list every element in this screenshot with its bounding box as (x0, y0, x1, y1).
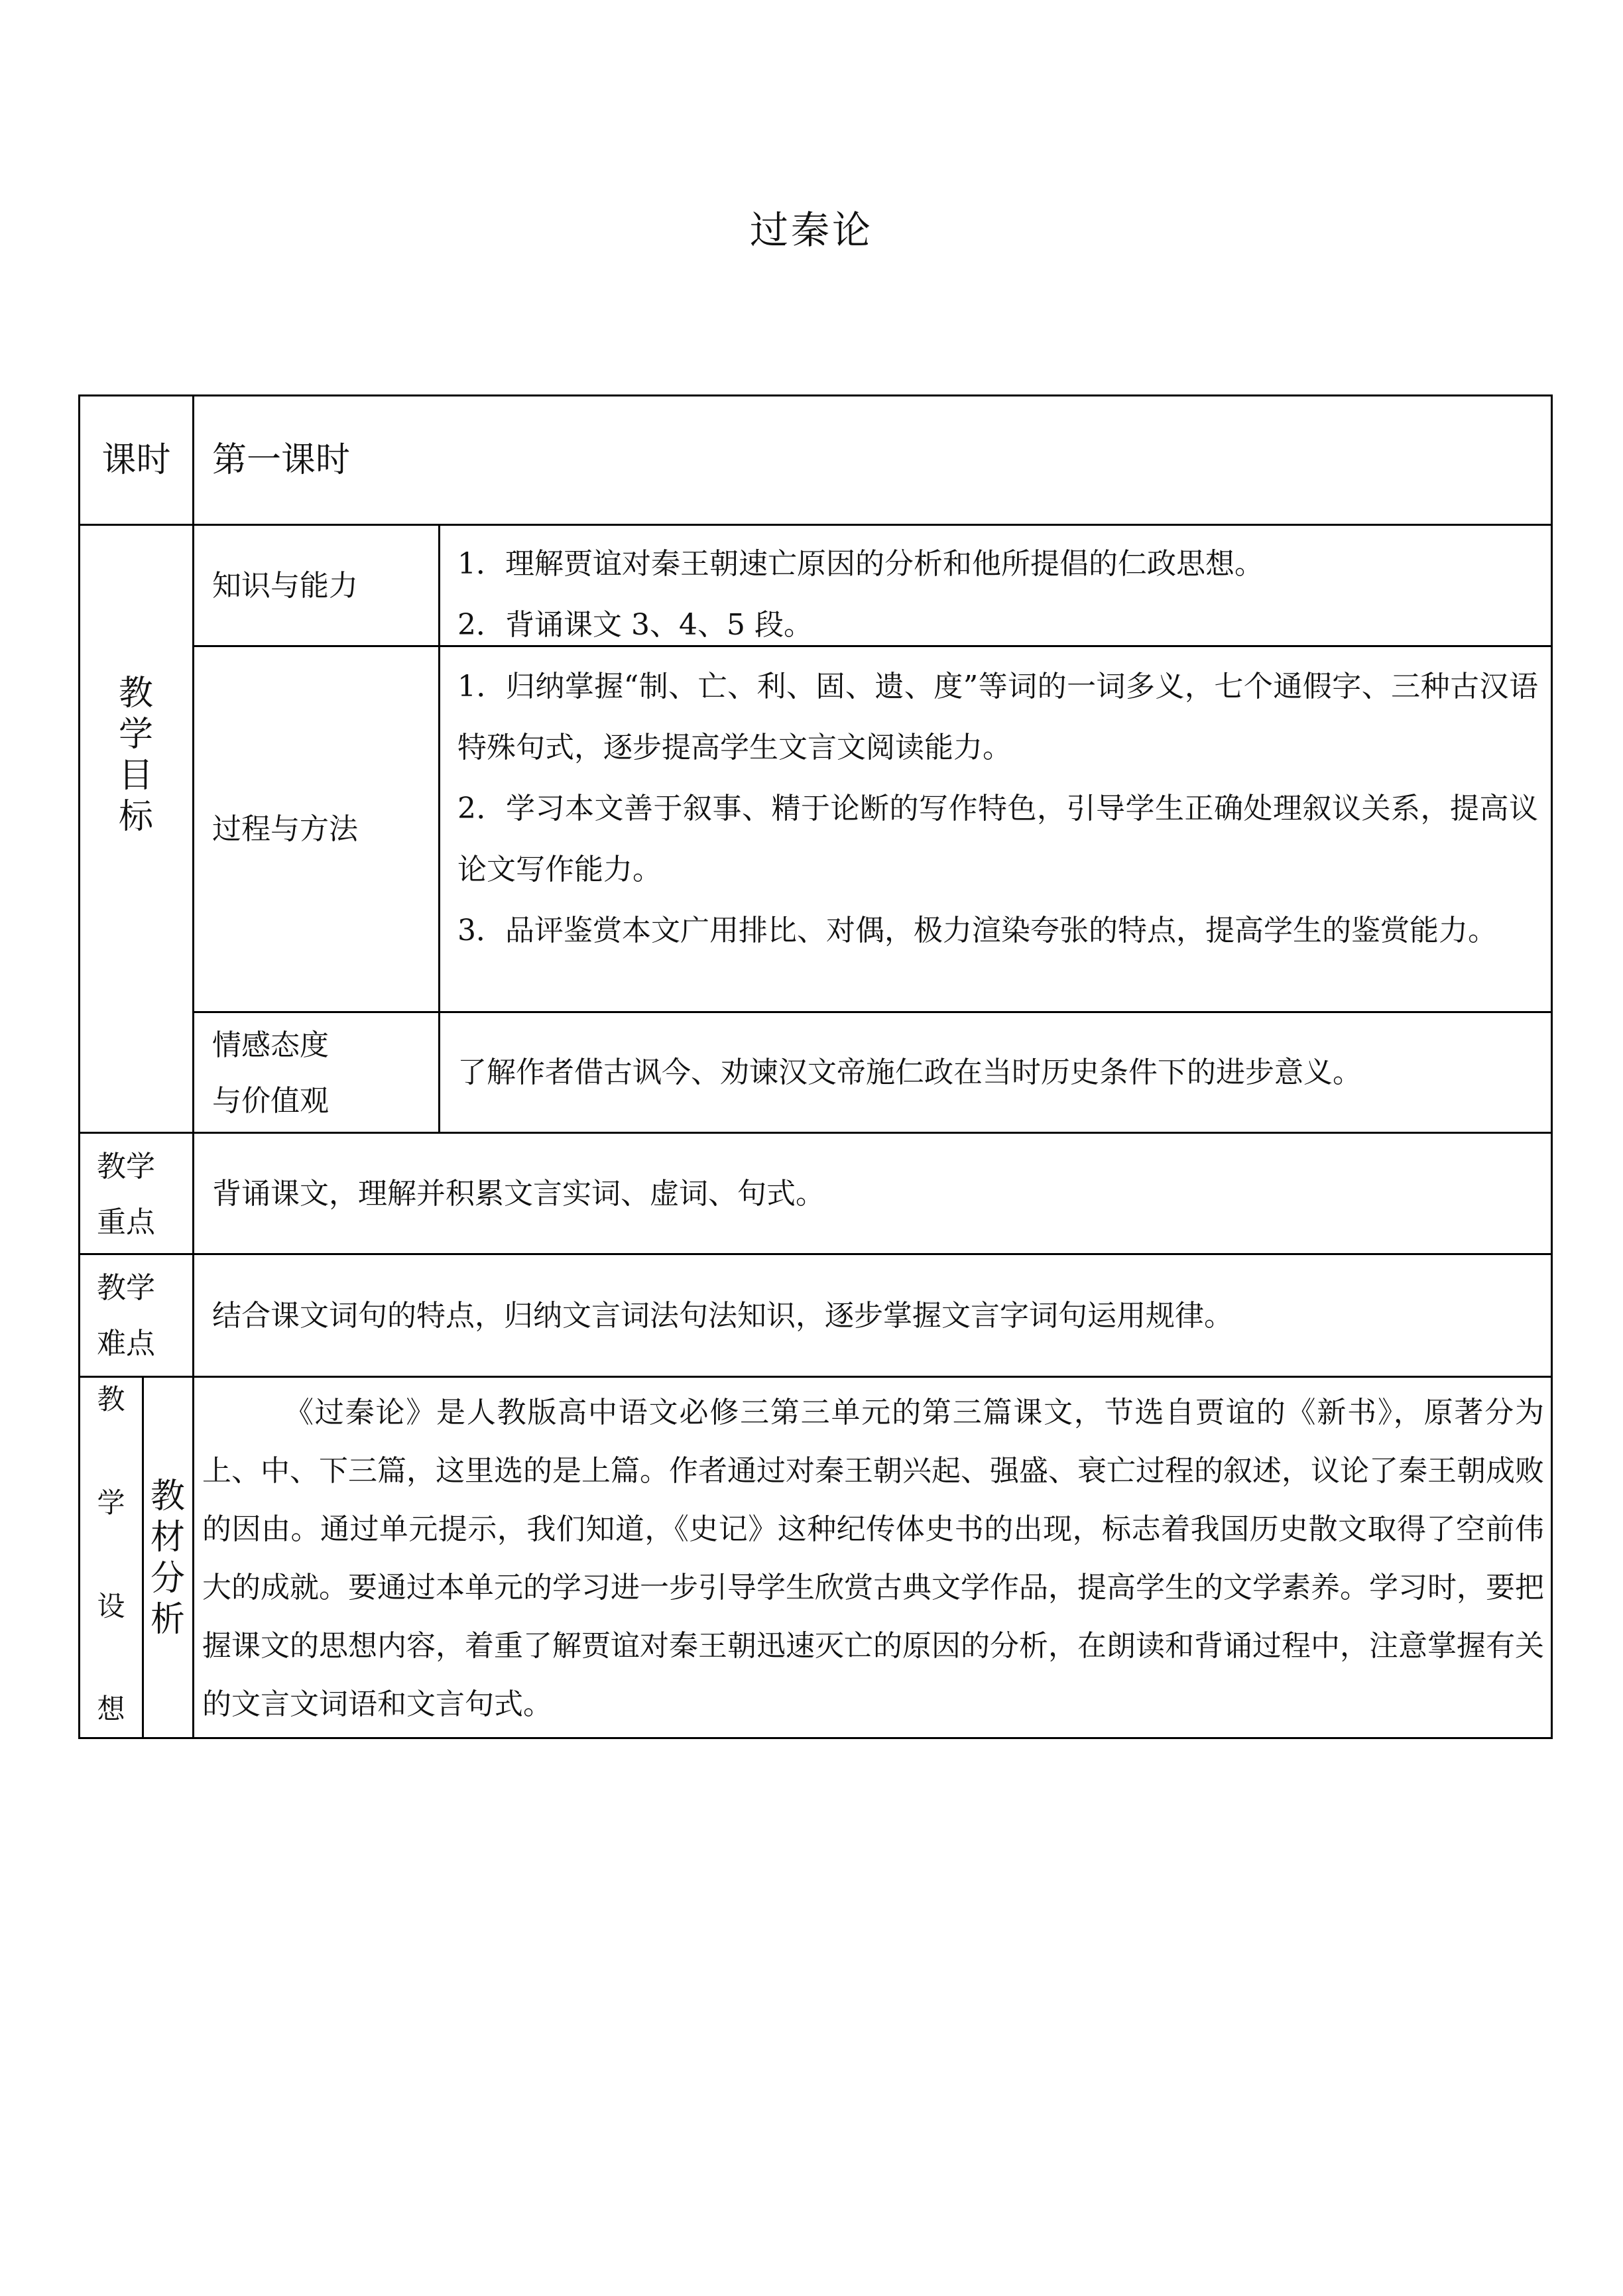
key-points-label (97, 1139, 190, 1250)
process-content (457, 656, 1538, 961)
objectives-label-char: 教 (118, 674, 153, 713)
material-analysis-content: 《过秦论》是人教版高中语文必修三第三单元的第三篇课文，节选自贾谊的《新书》，原著分为上、中、下三篇，这里选的是上篇。作者通过对秦王朝兴起、强盛、衰亡过程的叙述，议论了秦王朝成败的因由。通过单元提示，我们知道，《史记》这种纪传体史书的出现，标志着我国历史散文取得了空前伟大的成就。要通过本单元的学习进一步引导学生欣赏古典文学作品，提高学生的文学素养。学习时，要把握课文的思想内容，着重了解贾谊对秦王朝迅速灭亡的原因的分析，在朗读和背诵过程中，注意掌握有关的文言文词语和文言句式。 (202, 1396, 1544, 1721)
column-divider (438, 524, 440, 1134)
knowledge-item: 1．理解贾谊对秦王朝速亡原因的分析和他所提倡的仁政思想。 (457, 547, 1264, 581)
objectives-label (80, 526, 192, 1132)
process-item: 3．品评鉴赏本文广用排比、对偶，极力渲染夸张的特点，提高学生的鉴赏能力。 (457, 914, 1497, 947)
document-title: 过秦论 (749, 208, 873, 253)
lesson-label: 课时 (101, 440, 171, 480)
design-label-char: 学 (97, 1486, 125, 1519)
objectives-label-char: 标 (118, 797, 153, 837)
difficulties-content: 结合课文词句的特点，归纳文言词法句法知识，逐步掌握文言字词句运用规律。 (212, 1298, 1233, 1333)
difficulties-label (97, 1260, 190, 1372)
material-analysis-label-char: 材 (150, 1518, 185, 1557)
process-item: 1．归纳掌握“制、亡、利、固、遗、度”等词的一词多义，七个通假字、三种古汉语特殊句式，逐步提高学生文言文阅读能力。 (457, 670, 1538, 764)
emotion-label (212, 1018, 431, 1129)
material-analysis-label (144, 1378, 192, 1737)
material-analysis-label-char: 教 (150, 1477, 185, 1516)
design-label-char: 设 (97, 1589, 125, 1622)
material-analysis-label-char: 分 (150, 1559, 185, 1599)
lesson-value: 第一课时 (212, 440, 351, 480)
design-label-char: 教 (97, 1383, 125, 1416)
emotion-label-line: 情感态度 (212, 1028, 329, 1062)
process-label: 过程与方法 (212, 812, 358, 846)
knowledge-item: 2．背诵课文 3、4、5 段。 (457, 608, 813, 642)
emotion-content: 了解作者借古讽今、劝谏汉文帝施仁政在当时历史条件下的进步意义。 (457, 1056, 1362, 1089)
knowledge-content (457, 534, 1538, 656)
design-label-char: 想 (97, 1693, 125, 1726)
difficulties-label-line: 难点 (97, 1327, 155, 1360)
emotion-label-line: 与价值观 (212, 1084, 329, 1118)
key-points-content: 背诵课文，理解并积累文言实词、虚词、句式。 (212, 1176, 825, 1211)
difficulties-label-line: 教学 (97, 1271, 155, 1305)
key-points-label-line: 重点 (97, 1205, 155, 1239)
knowledge-label: 知识与能力 (212, 568, 358, 603)
row-divider (78, 1376, 1553, 1378)
table-border-right (1551, 394, 1553, 1739)
material-analysis-label-char: 析 (150, 1600, 185, 1640)
key-points-label-line: 教学 (97, 1150, 155, 1183)
process-item: 2．学习本文善于叙事、精于论断的写作特色，引导学生正确处理叙议关系，提高议论文写作能力。 (457, 792, 1538, 886)
design-label (80, 1382, 142, 1727)
objectives-label-char: 目 (118, 756, 153, 796)
column-divider (192, 394, 194, 1739)
table-border-bottom (78, 1737, 1553, 1739)
objectives-label-char: 学 (118, 715, 153, 755)
